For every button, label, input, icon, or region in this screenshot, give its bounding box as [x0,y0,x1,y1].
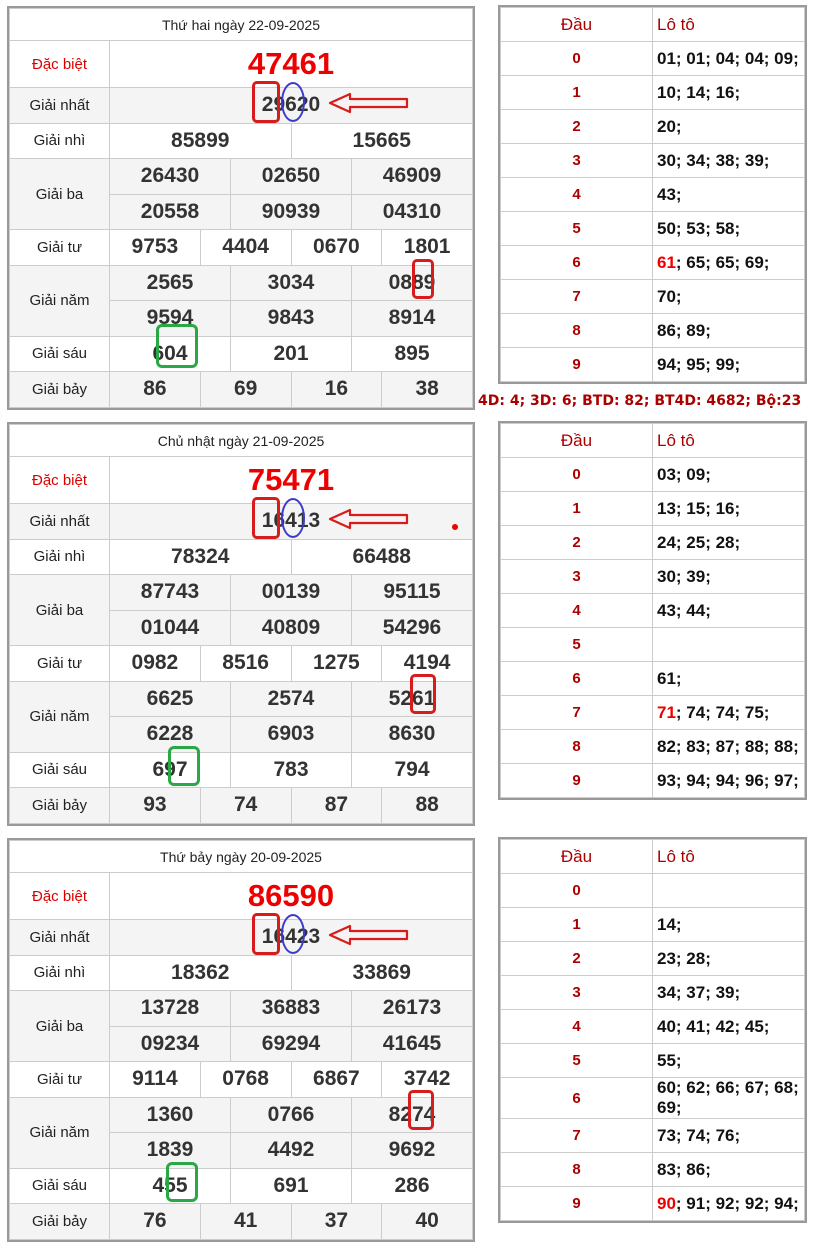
loto-highlight: 90 [657,1193,676,1213]
special-prize: 47461 [110,41,473,88]
loto-head-digit: 5 [501,628,653,662]
loto-value-text: 40; 41; 42; 45; [657,1016,770,1036]
loto-head-digit: 0 [501,42,653,76]
loto-table [498,837,807,1223]
loto-value-text: ; 74; 74; 75; [675,702,770,722]
fourth-prize-number: 0670 [291,230,382,266]
seventh-prize-number: 76 [110,1204,201,1240]
loto-values [653,110,805,144]
loto-values [653,942,805,976]
fifth-prize-number: 0889 [352,265,473,301]
red-box-mark [408,1090,434,1130]
loto-head-digit: 0 [501,874,653,908]
sixth-prize-number: 691 [231,1168,352,1204]
loto-head-digit: 5 [501,1044,653,1078]
loto-head-label: Đầu [501,840,653,874]
third-prize-number: 36883 [231,991,352,1027]
loto-head-digit: 3 [501,976,653,1010]
loto-head-digit: 9 [501,348,653,382]
fifth-prize-number: 6903 [231,717,352,753]
second-prize-number: 85899 [110,123,292,159]
third-prize-number: 00139 [231,575,352,611]
fourth-prize-number: 0768 [200,1062,291,1098]
loto-values [653,526,805,560]
third-prize-number: 01044 [110,610,231,646]
stats-line: 4D: 4; 3D: 6; BTD: 82; BT4D: 4682; Bộ:23 [478,393,802,409]
arrow-left-icon [328,924,410,946]
fourth-prize-number: 8516 [200,646,291,682]
loto-value-text: 23; 28; [657,948,711,968]
loto-head-digit: 3 [501,144,653,178]
loto-head-digit: 7 [501,280,653,314]
second-prize-number: 66488 [291,539,473,575]
blue-circle-mark [281,498,305,538]
blue-circle-mark [281,914,305,954]
loto-value-text: ; 65; 65; 69; [675,252,770,272]
label-fourth: Giải tư [10,646,110,682]
second-prize-number: 78324 [110,539,292,575]
loto-table [498,5,807,384]
second-prize-number: 18362 [110,955,292,991]
label-special: Đặc biệt [10,873,110,920]
first-prize: 16423 [110,920,473,956]
loto-values [653,280,805,314]
second-prize-number: 15665 [291,123,473,159]
loto-values-label: Lô tô [653,424,805,458]
fifth-prize-number: 9843 [231,301,352,337]
loto-value-text: 24; 25; 28; [657,532,741,552]
loto-value-text: 01; 01; 04; 04; 09; [657,48,799,68]
results-table [7,422,475,826]
loto-value-text: 20; [657,116,682,136]
third-prize-number: 40809 [231,610,352,646]
fifth-prize-number: 3034 [231,265,352,301]
seventh-prize-number: 86 [110,372,201,408]
seventh-prize-number: 88 [382,788,473,824]
third-prize-number: 90939 [231,194,352,230]
loto-values [653,764,805,798]
sixth-prize-number: 455 [110,1168,231,1204]
loto-values [653,1187,805,1221]
label-sixth: Giải sáu [10,1168,110,1204]
loto-value-text: 83; 86; [657,1159,711,1179]
loto-head-digit: 6 [501,662,653,696]
fifth-prize-number: 4492 [231,1133,352,1169]
loto-values [653,212,805,246]
loto-head-digit: 2 [501,110,653,144]
loto-value-text: 70; [657,286,682,306]
loto-head-digit: 1 [501,492,653,526]
loto-head-digit: 4 [501,1010,653,1044]
loto-value-text: 34; 37; 39; [657,982,741,1002]
third-prize-number: 04310 [352,194,473,230]
fifth-prize-number: 9594 [110,301,231,337]
green-box-mark [166,1162,198,1202]
loto-head-digit: 9 [501,764,653,798]
fourth-prize-number: 4404 [200,230,291,266]
fourth-prize-number: 1801 [382,230,473,266]
sixth-prize-number: 201 [231,336,352,372]
special-prize: 86590 [110,873,473,920]
loto-head-digit: 9 [501,1187,653,1221]
loto-value-text: 60; 62; 66; 67; 68; 69; [657,1078,799,1117]
seventh-prize-number: 74 [200,788,291,824]
loto-head-label: Đầu [501,8,653,42]
label-seventh: Giải bảy [10,372,110,408]
loto-head-digit: 4 [501,594,653,628]
loto-values [653,348,805,382]
loto-values [653,458,805,492]
fifth-prize-number: 6625 [110,681,231,717]
draw-title: Chủ nhật ngày 21-09-2025 [10,425,473,457]
results-table [7,838,475,1242]
loto-highlight: 71 [657,702,676,722]
loto-value-text: 61; [657,668,682,688]
fourth-prize-number: 1275 [291,646,382,682]
loto-head-digit: 2 [501,942,653,976]
red-box-mark [410,674,436,714]
loto-head-digit: 1 [501,908,653,942]
fifth-prize-number: 2565 [110,265,231,301]
loto-values [653,662,805,696]
seventh-prize-number: 16 [291,372,382,408]
draw-section [0,0,817,416]
fifth-prize-number: 8630 [352,717,473,753]
label-special: Đặc biệt [10,457,110,504]
green-box-mark [168,746,200,786]
third-prize-number: 95115 [352,575,473,611]
loto-values [653,874,805,908]
label-fourth: Giải tư [10,230,110,266]
third-prize-number: 54296 [352,610,473,646]
loto-values [653,560,805,594]
loto-value-text: 94; 95; 99; [657,354,741,374]
loto-value-text: 50; 53; 58; [657,218,741,238]
label-sixth: Giải sáu [10,752,110,788]
fourth-prize-number: 0982 [110,646,201,682]
sixth-prize-number: 286 [352,1168,473,1204]
loto-values [653,628,805,662]
fifth-prize-number: 8274 [352,1097,473,1133]
fourth-prize-number: 3742 [382,1062,473,1098]
fourth-prize-number: 6867 [291,1062,382,1098]
blue-circle-mark [281,82,305,122]
loto-value-text: 43; [657,184,682,204]
label-seventh: Giải bảy [10,788,110,824]
green-box-mark [156,324,198,368]
loto-values [653,1119,805,1153]
loto-head-digit: 3 [501,560,653,594]
sixth-prize-number: 794 [352,752,473,788]
loto-head-digit: 5 [501,212,653,246]
fifth-prize-number: 1839 [110,1133,231,1169]
fourth-prize-number: 9753 [110,230,201,266]
label-first: Giải nhất [10,88,110,124]
loto-value-text: ; 91; 92; 92; 94; [675,1193,799,1213]
label-fourth: Giải tư [10,1062,110,1098]
loto-table [498,421,807,800]
first-prize: 29620 [110,88,473,124]
loto-values [653,1044,805,1078]
draw-title: Thứ bảy ngày 20-09-2025 [10,841,473,873]
third-prize-number: 20558 [110,194,231,230]
arrow-left-icon [328,92,410,114]
loto-head-digit: 6 [501,1078,653,1119]
fifth-prize-number: 1360 [110,1097,231,1133]
loto-values [653,144,805,178]
seventh-prize-number: 93 [110,788,201,824]
label-second: Giải nhì [10,123,110,159]
draw-section [0,416,817,832]
loto-values [653,1010,805,1044]
third-prize-number: 26173 [352,991,473,1027]
loto-values [653,178,805,212]
label-fifth: Giải năm [10,1097,110,1168]
draw-section [0,832,817,1248]
loto-value-text: 82; 83; 87; 88; 88; [657,736,799,756]
seventh-prize-number: 41 [200,1204,291,1240]
arrow-left-icon [328,508,410,530]
second-prize-number: 33869 [291,955,473,991]
label-seventh: Giải bảy [10,1204,110,1240]
draw-title: Thứ hai ngày 22-09-2025 [10,9,473,41]
sixth-prize-number: 697 [110,752,231,788]
loto-head-digit: 0 [501,458,653,492]
label-fifth: Giải năm [10,681,110,752]
loto-values [653,314,805,348]
label-third: Giải ba [10,159,110,230]
label-special: Đặc biệt [10,41,110,88]
fourth-prize-number: 9114 [110,1062,201,1098]
red-box-mark [252,913,280,955]
label-second: Giải nhì [10,539,110,575]
red-box-mark [252,497,280,539]
seventh-prize-number: 87 [291,788,382,824]
loto-value-text: 10; 14; 16; [657,82,741,102]
loto-values [653,76,805,110]
first-prize: 16413 [110,504,473,540]
third-prize-number: 46909 [352,159,473,195]
loto-head-label: Đầu [501,424,653,458]
loto-values [653,696,805,730]
loto-value-text: 30; 39; [657,566,711,586]
third-prize-number: 41645 [352,1026,473,1062]
loto-head-digit: 7 [501,1119,653,1153]
loto-values-label: Lô tô [653,840,805,874]
label-first: Giải nhất [10,504,110,540]
fifth-prize-number: 0766 [231,1097,352,1133]
loto-head-digit: 6 [501,246,653,280]
label-third: Giải ba [10,575,110,646]
red-box-mark [412,259,434,299]
loto-value-text: 30; 34; 38; 39; [657,150,770,170]
loto-head-digit: 8 [501,730,653,764]
loto-value-text: 93; 94; 94; 96; 97; [657,770,799,790]
loto-values [653,1078,805,1119]
fifth-prize-number: 6228 [110,717,231,753]
red-dot-mark [452,524,458,530]
fourth-prize-number: 4194 [382,646,473,682]
fifth-prize-number: 9692 [352,1133,473,1169]
third-prize-number: 09234 [110,1026,231,1062]
third-prize-number: 26430 [110,159,231,195]
loto-value-text: 86; 89; [657,320,711,340]
third-prize-number: 02650 [231,159,352,195]
label-third: Giải ba [10,991,110,1062]
loto-value-text: 43; 44; [657,600,711,620]
label-first: Giải nhất [10,920,110,956]
sixth-prize-number: 604 [110,336,231,372]
fifth-prize-number: 2574 [231,681,352,717]
loto-head-digit: 2 [501,526,653,560]
loto-head-digit: 7 [501,696,653,730]
red-box-mark [252,81,280,123]
third-prize-number: 87743 [110,575,231,611]
loto-values [653,1153,805,1187]
loto-value-text: 55; [657,1050,682,1070]
special-prize: 75471 [110,457,473,504]
loto-values [653,246,805,280]
loto-value-text: 73; 74; 76; [657,1125,741,1145]
loto-values [653,594,805,628]
sixth-prize-number: 783 [231,752,352,788]
third-prize-number: 13728 [110,991,231,1027]
loto-values [653,730,805,764]
loto-head-digit: 1 [501,76,653,110]
seventh-prize-number: 69 [200,372,291,408]
loto-values [653,908,805,942]
label-second: Giải nhì [10,955,110,991]
loto-values [653,976,805,1010]
seventh-prize-number: 38 [382,372,473,408]
loto-value-text: 14; [657,914,682,934]
results-table [7,6,475,410]
fifth-prize-number: 5261 [352,681,473,717]
fifth-prize-number: 8914 [352,301,473,337]
loto-head-digit: 8 [501,314,653,348]
label-fifth: Giải năm [10,265,110,336]
seventh-prize-number: 40 [382,1204,473,1240]
loto-value-text: 03; 09; [657,464,711,484]
seventh-prize-number: 37 [291,1204,382,1240]
loto-value-text: 13; 15; 16; [657,498,741,518]
loto-head-digit: 4 [501,178,653,212]
sixth-prize-number: 895 [352,336,473,372]
third-prize-number: 69294 [231,1026,352,1062]
loto-highlight: 61 [657,252,676,272]
loto-values [653,492,805,526]
loto-head-digit: 8 [501,1153,653,1187]
label-sixth: Giải sáu [10,336,110,372]
loto-values [653,42,805,76]
loto-values-label: Lô tô [653,8,805,42]
